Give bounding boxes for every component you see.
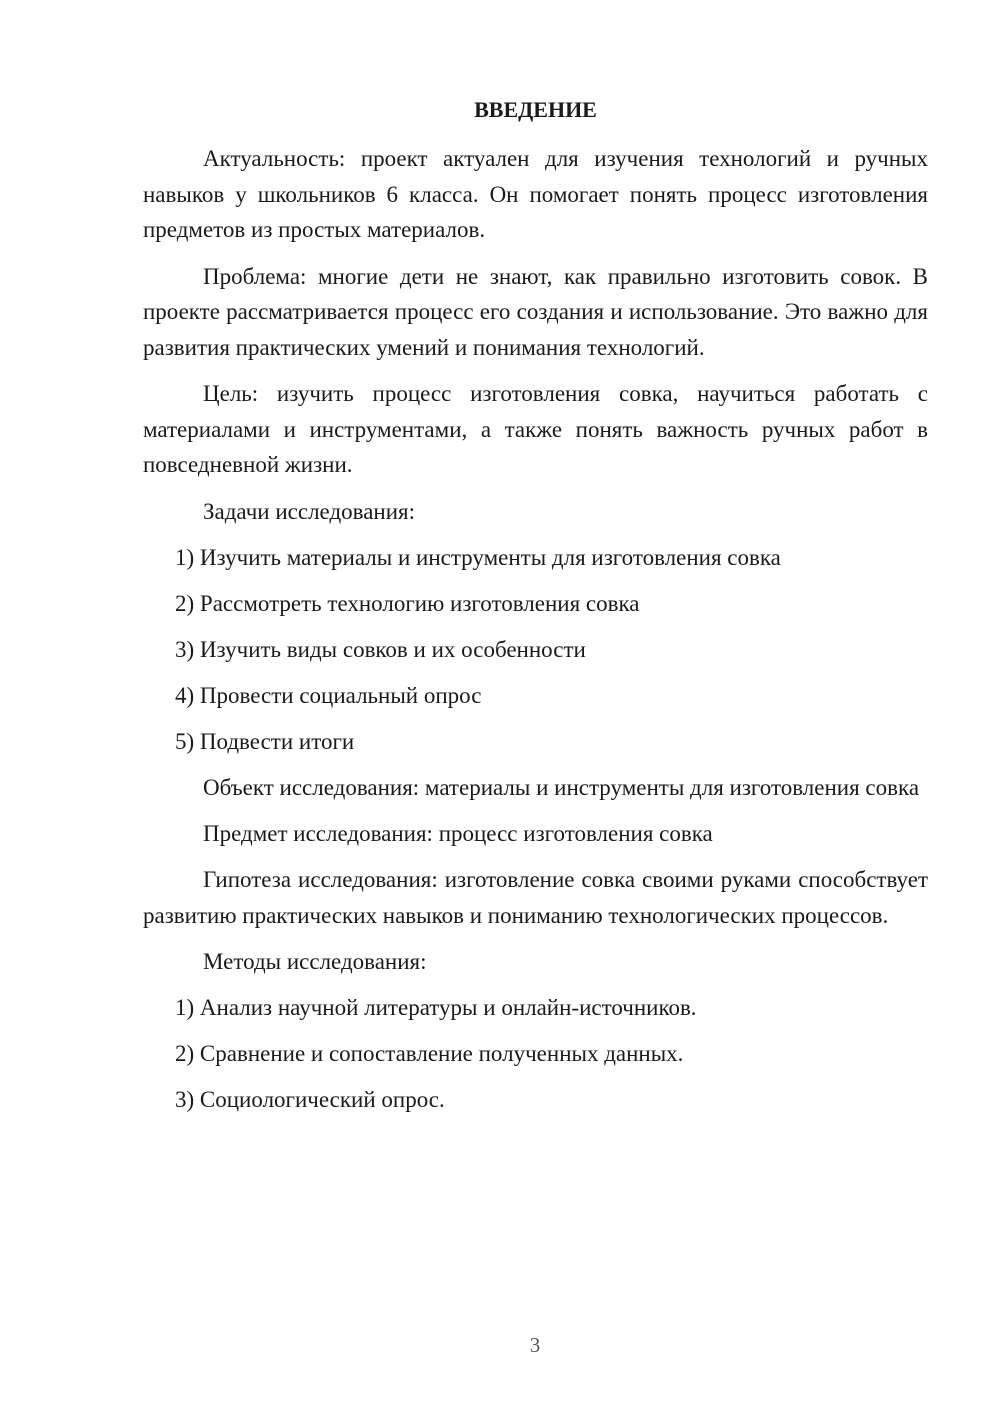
task-item: 3) Изучить виды совков и их особенности <box>175 636 586 662</box>
task-item: 4) Провести социальный опрос <box>175 682 482 708</box>
methods-label: Методы исследования: <box>203 949 427 974</box>
task-item: 1) Изучить материалы и инструменты для изготовления совка <box>175 544 781 570</box>
subject-paragraph: Предмет исследования: процесс изготовления совка <box>203 821 713 846</box>
method-item: 1) Анализ научной литературы и онлайн-источников. <box>175 995 697 1020</box>
hypothesis-paragraph: Гипотеза исследования: изготовление совка своими руками способствует развитию практических навыков и пониманию технологических процессов. <box>143 867 928 928</box>
task-item: 2) Рассмотреть технологию изготовления совка <box>175 590 640 616</box>
goal-paragraph: Цель: изучить процесс изготовления совка, научиться работать с материалами и инструментами, а также понять важность ручных работ в повседневной жизни. <box>143 381 928 477</box>
section-heading: ВВЕДЕНИЕ <box>474 97 597 122</box>
method-item: 3) Социологический опрос. <box>175 1087 445 1112</box>
problem-paragraph: Проблема: многие дети не знают, как правильно изготовить совок. В проекте рассматривается процесс его создания и использование. Это важно для развития практических умений и понимания технологий. <box>143 263 928 360</box>
page-number: 3 <box>529 1333 541 1357</box>
relevance-paragraph: Актуальность: проект актуален для изучения технологий и ручных навыков у школьников 6 класса. Он помогает понять процесс изготовления предметов из простых материалов. <box>143 146 928 242</box>
tasks-label: Задачи исследования: <box>203 498 416 524</box>
object-paragraph: Объект исследования: материалы и инструменты для изготовления совка <box>203 774 920 800</box>
method-item: 2) Сравнение и сопоставление полученных данных. <box>175 1041 684 1066</box>
task-item: 5) Подвести итоги <box>175 728 355 754</box>
page-content <box>143 92 928 1128</box>
